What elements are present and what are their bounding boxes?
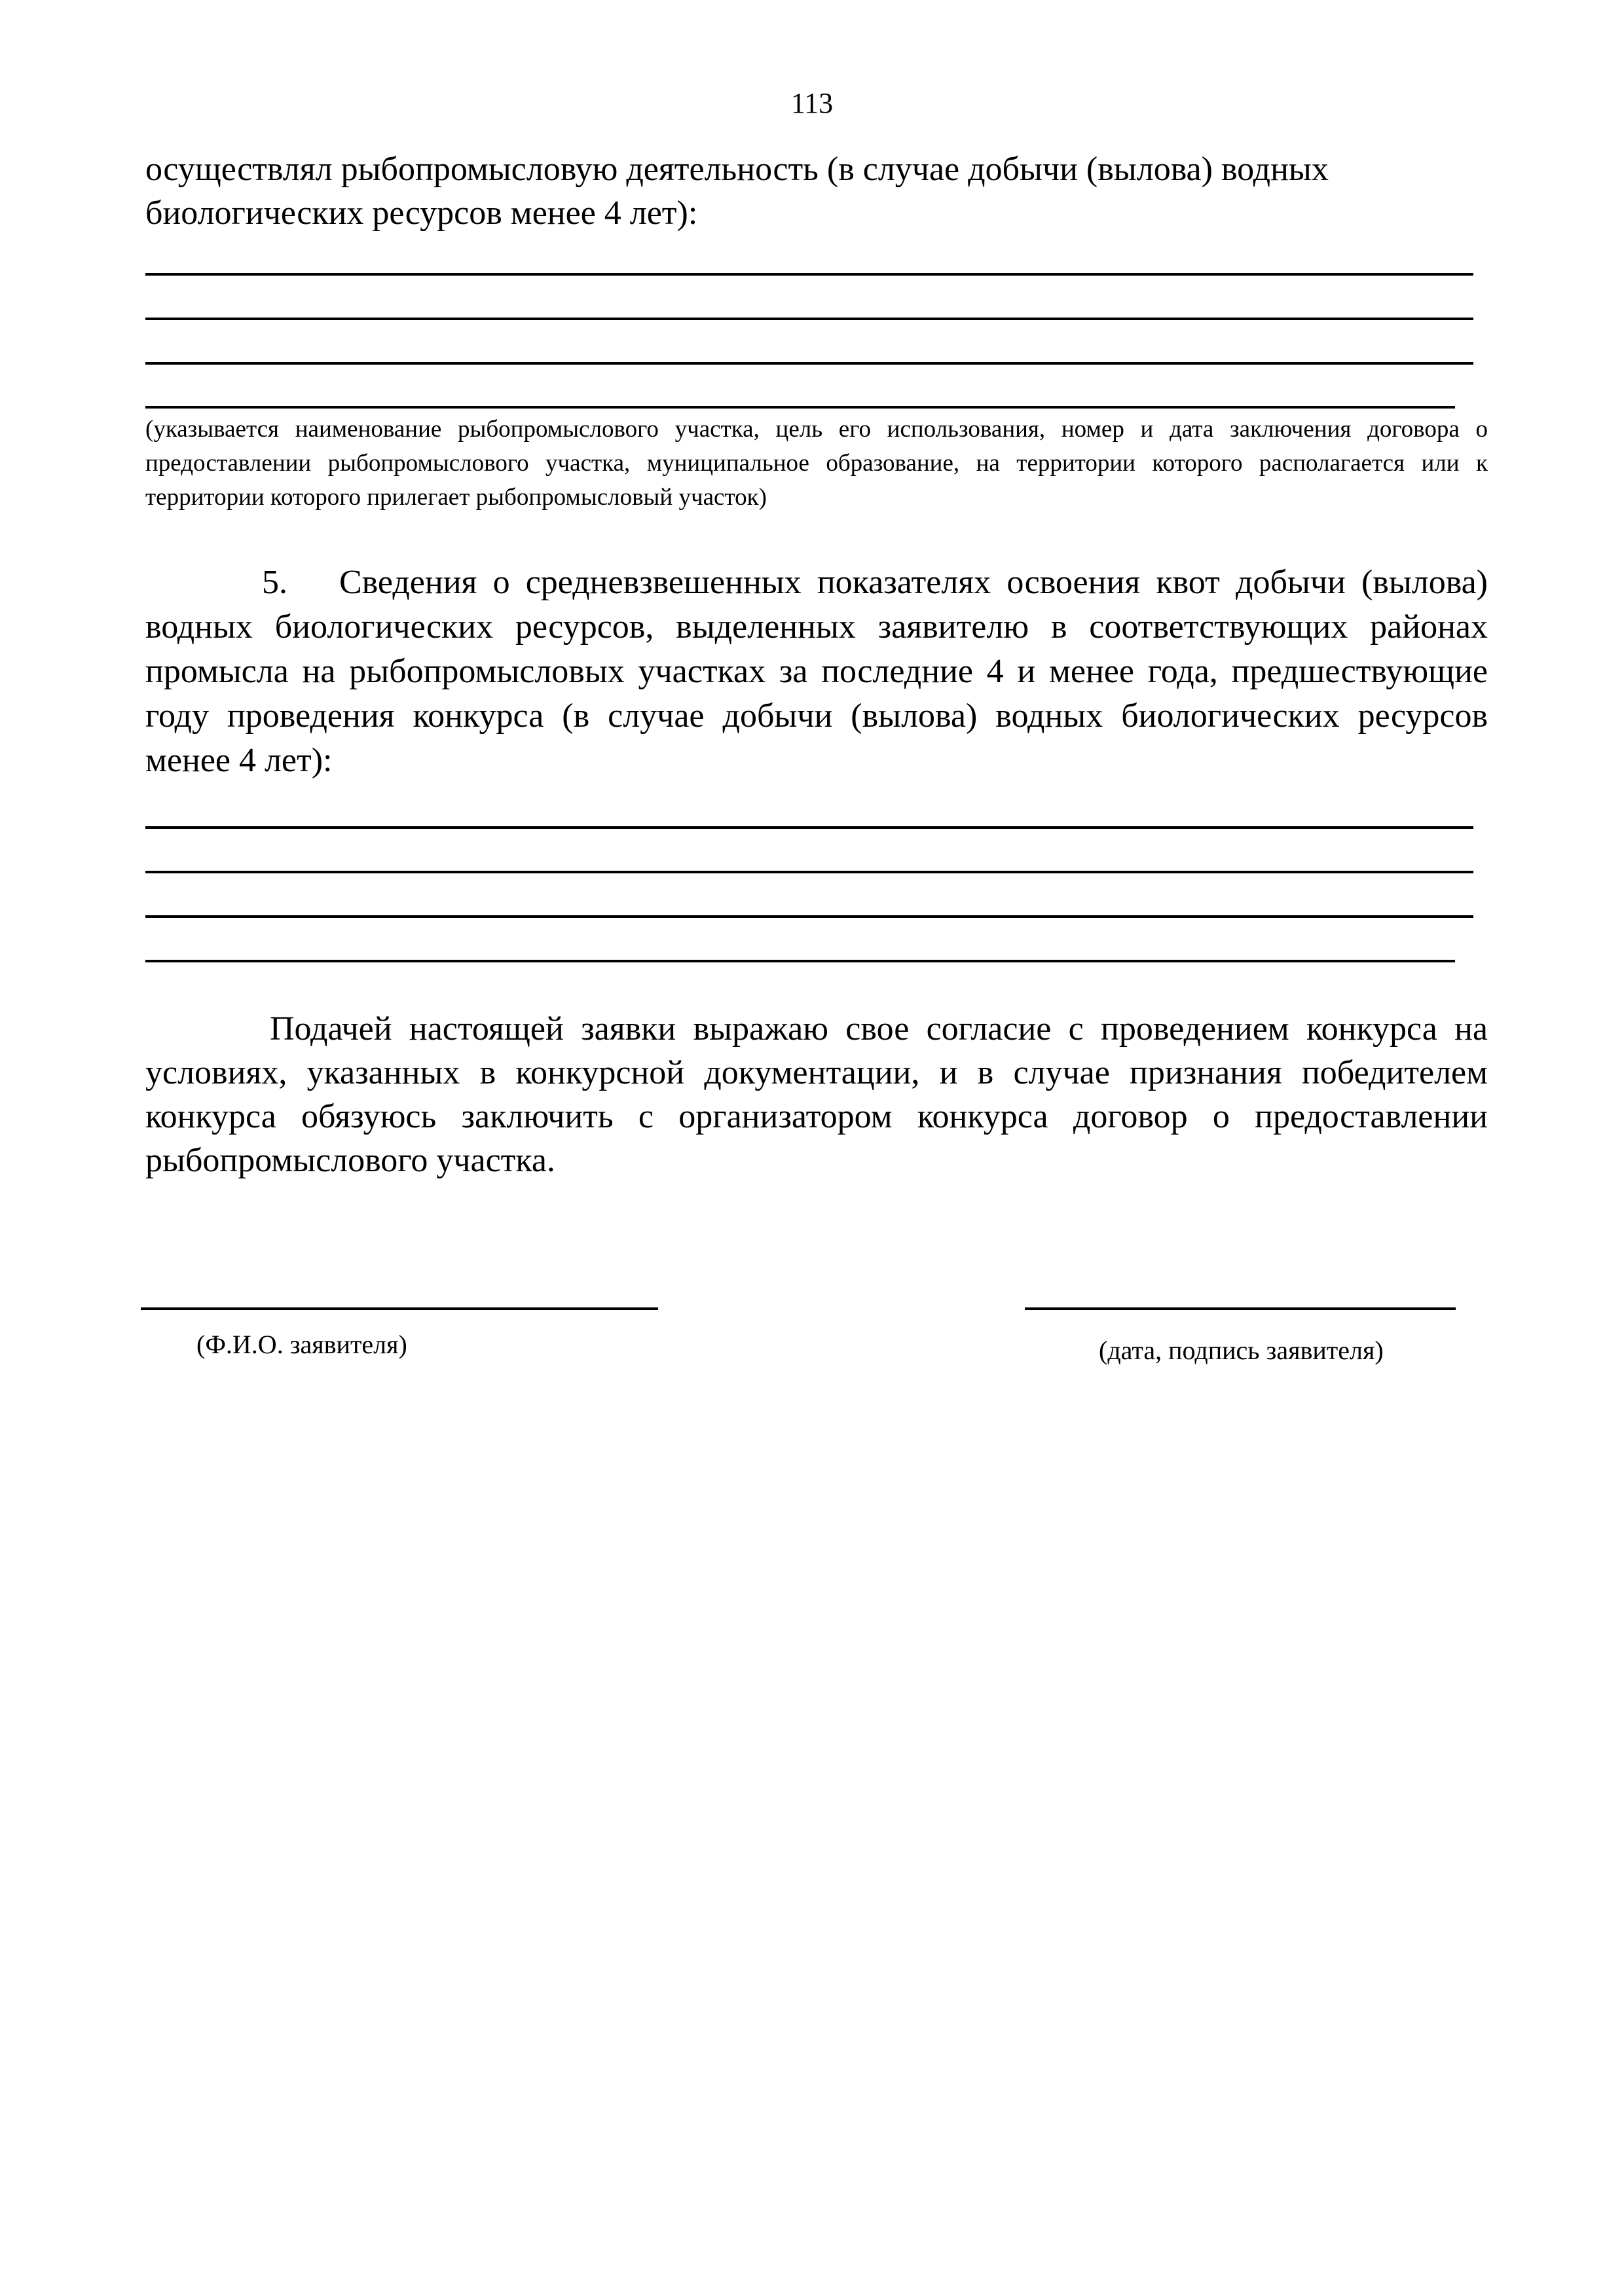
fill-line[interactable] — [145, 871, 1473, 873]
applicant-name-label: (Ф.И.О. заявителя) — [196, 1330, 407, 1359]
intro-paragraph: осуществлял рыбопромысловую деятельность (в случае добычи (вылова) водных биологических ресурсов менее 4 лет): — [145, 151, 1329, 232]
fill-line[interactable] — [145, 406, 1455, 409]
fill-line[interactable] — [145, 362, 1473, 365]
field-caption: (указывается наименование рыбопромыслового участка, цель его использования, номер и дата заключения договора о предоставлении рыбопромыслового участка, муниципальное образование, на территории которого располагается или к территории которого прилегает рыбопромысловый участок) — [145, 416, 1488, 511]
signature-date-label: (дата, подпись заявителя) — [1099, 1336, 1384, 1365]
fill-line[interactable] — [145, 915, 1473, 918]
section-5-paragraph — [145, 560, 1488, 783]
signature-date-line[interactable] — [1025, 1307, 1456, 1310]
fill-line[interactable] — [145, 960, 1455, 962]
applicant-name-line[interactable] — [141, 1307, 658, 1310]
consent-paragraph: Подачей настоящей заявки выражаю свое согласие с проведением конкурса на условиях, указанных в конкурсной документации, и в случае признания победителем конкурса обязуюсь заключить с организатором конкурса договор о предоставлении рыбопромыслового участка. — [145, 1010, 1488, 1179]
section-number: 5. — [262, 564, 287, 601]
fill-line[interactable] — [145, 273, 1473, 276]
page-number: 113 — [790, 87, 834, 119]
section-5-text: Сведения о средневзвешенных показателях освоения квот добычи (вылова) водных биологических ресурсов, выделенных заявителю в соответствующих районах промысла на рыбопромысловых участках за последние 4 и менее года, предшествующие году проведения конкурса (в случае добычи (вылова) водных биологических ресурсов менее 4 лет): — [145, 564, 1488, 779]
fill-line[interactable] — [145, 826, 1473, 829]
fill-line[interactable] — [145, 318, 1473, 320]
